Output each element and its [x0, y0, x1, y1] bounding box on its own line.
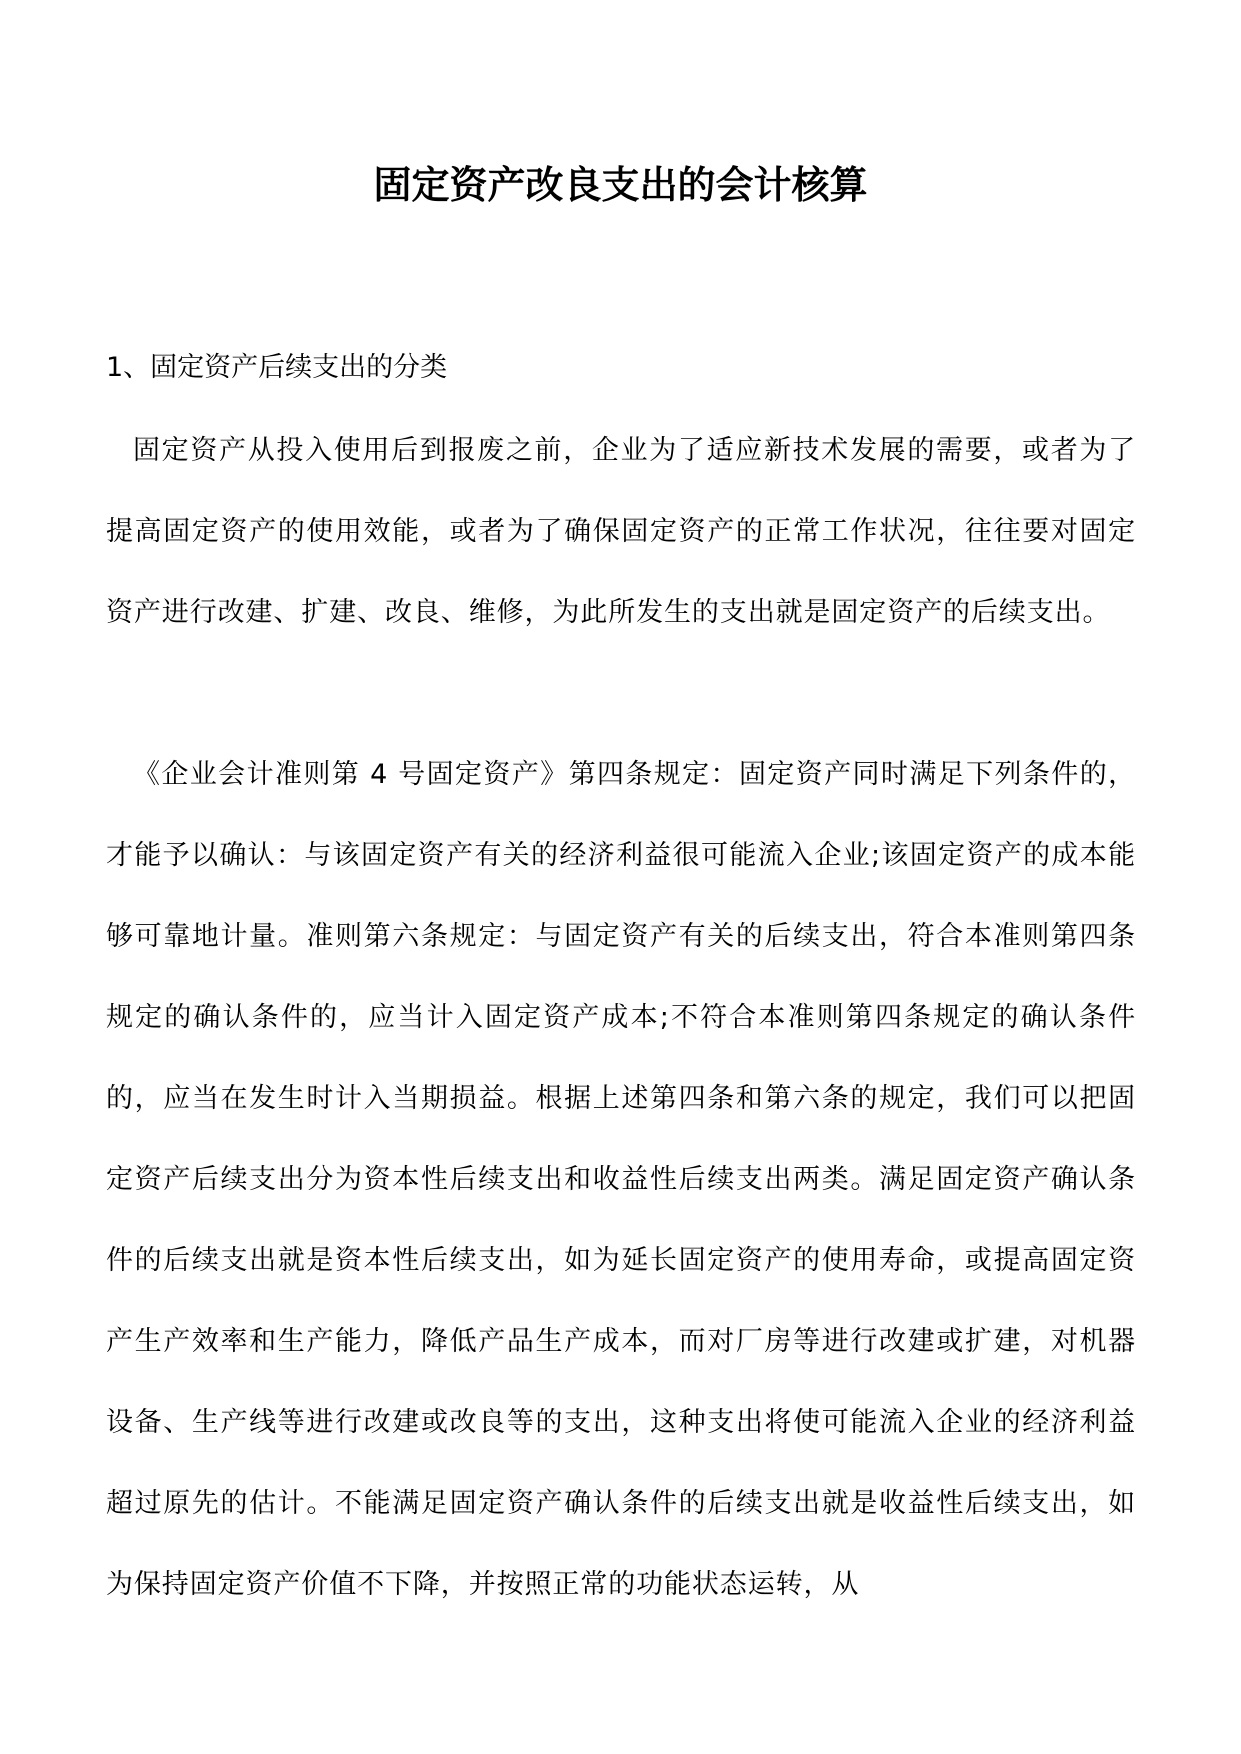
- paragraph-1: 固定资产从投入使用后到报废之前，企业为了适应新技术发展的需要，或者为了提高固定资产的使用效能，或者为了确保固定资产的正常工作状况，往往要对固定资产进行改建、扩建、改良、维修，为此所发生的支出就是固定资产的后续支出。: [106, 435, 1136, 628]
- paragraph-2: 《企业会计准则第 4 号固定资产》第四条规定：固定资产同时满足下列条件的，才能予以确认：与该固定资产有关的经济利益很可能流入企业;该固定资产的成本能够可靠地计量。准则第六条规定：与固定资产有关的后续支出，符合本准则第四条规定的确认条件的，应当计入固定资产成本;不符合本准则第四条规定的确认条件的，应当在发生时计入当期损益。根据上述第四条和第六条的规定，我们可以把固定资产后续支出分为资本性后续支出和收益性后续支出两类。满足固定资产确认条件的后续支出就是资本性后续支出，如为延长固定资产的使用寿命，或提高固定资产生产效率和生产能力，降低产品生产成本，而对厂房等进行改建或扩建，对机器设备、生产线等进行改建或改良等的支出，这种支出将使可能流入企业的经济利益超过原先的估计。不能满足固定资产确认条件的后续支出就是收益性后续支出，如为保持固定资产价值不下降，并按照正常的功能状态运转，从: [106, 759, 1136, 1600]
- document-title: 固定资产改良支出的会计核算: [373, 162, 868, 207]
- section-heading: 1、固定资产后续支出的分类: [106, 352, 448, 383]
